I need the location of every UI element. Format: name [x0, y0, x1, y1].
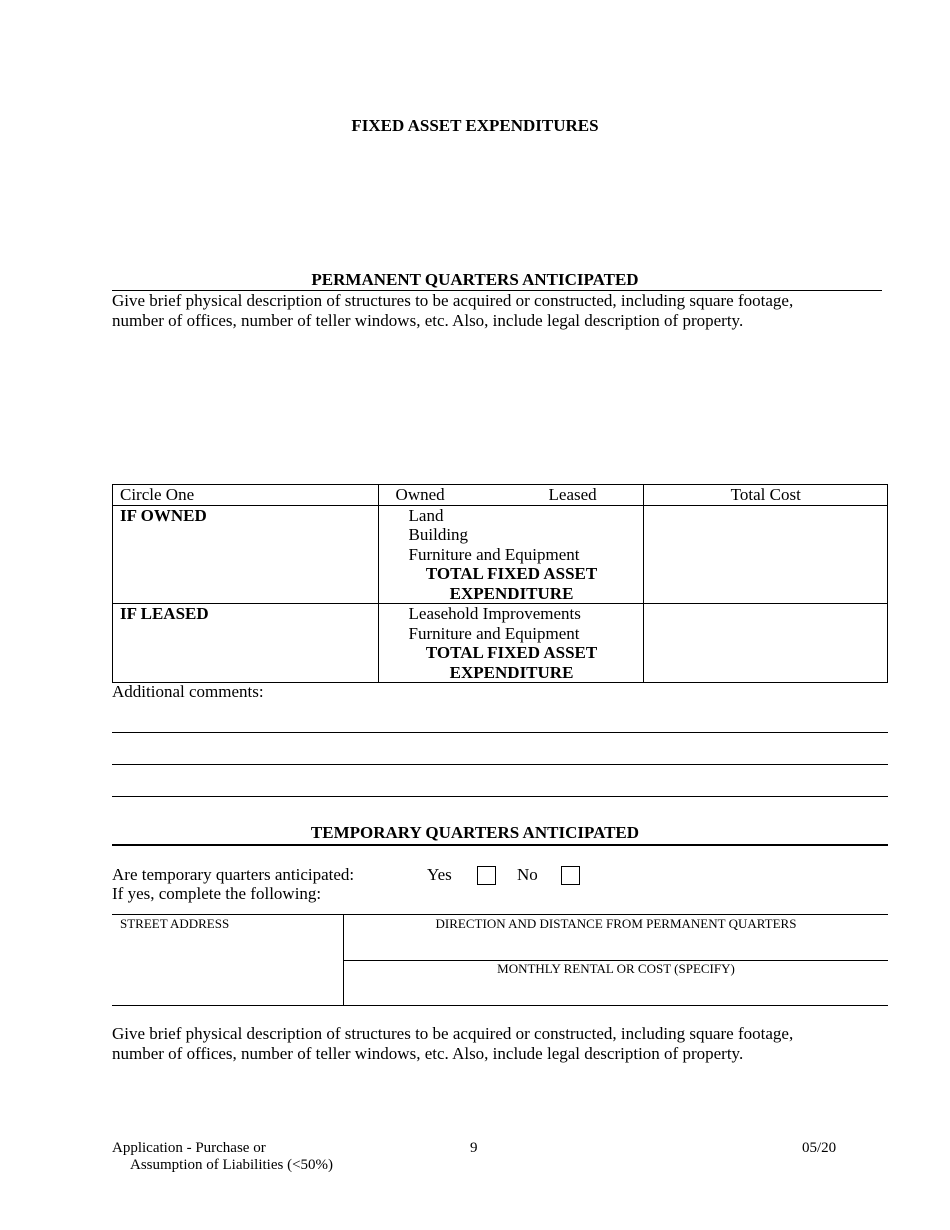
owned-total-line1: TOTAL FIXED ASSET: [425, 564, 598, 583]
permanent-instructions: Give brief physical description of structures to be acquired or constructed, including square footage, number of offices, number of teller windows, etc. Also, include legal description of property.: [112, 291, 794, 330]
yes-label: Yes: [427, 865, 452, 884]
leased-item-furniture: Furniture and Equipment: [408, 623, 580, 643]
monthly-rental-label: MONTHLY RENTAL OR COST (SPECIFY): [497, 961, 735, 976]
permanent-quarters-heading: PERMANENT QUARTERS ANTICIPATED: [311, 270, 639, 289]
fixed-asset-table: [112, 484, 888, 683]
form-date: 05/20: [802, 1140, 837, 1156]
leased-item-leasehold: Leasehold Improvements: [408, 604, 581, 623]
leased-items: [378, 604, 644, 683]
leased-option[interactable]: Leased: [548, 485, 597, 504]
owned-cost-cell[interactable]: [644, 505, 888, 604]
leased-cost-cell[interactable]: [644, 604, 888, 683]
leased-total-line1: TOTAL FIXED ASSET: [425, 643, 598, 662]
owned-items: [378, 505, 644, 604]
temporary-quarters-heading: TEMPORARY QUARTERS ANTICIPATED: [310, 823, 640, 842]
no-label: No: [517, 865, 538, 884]
if-yes-instruction: If yes, complete the following:: [112, 884, 322, 903]
temporary-question: Are temporary quarters anticipated:: [112, 865, 355, 884]
owned-item-land: Land: [408, 505, 444, 525]
additional-comments-label: Additional comments:: [112, 682, 264, 701]
temporary-instructions: Give brief physical description of structures to be acquired or constructed, including square footage, number of offices, number of teller windows, etc. Also, include legal description of property.: [112, 1024, 794, 1063]
direction-distance-label: DIRECTION AND DISTANCE FROM PERMANENT QUARTERS: [435, 916, 797, 931]
comment-line-2[interactable]: [112, 764, 888, 765]
yes-checkbox[interactable]: [477, 866, 496, 885]
comment-line-3[interactable]: [112, 796, 888, 797]
owned-item-building: Building: [408, 525, 469, 544]
street-address-label: STREET ADDRESS: [120, 916, 230, 931]
owned-item-furniture: Furniture and Equipment: [408, 544, 580, 564]
if-leased-label: IF LEASED: [113, 604, 379, 683]
page-number: 9: [470, 1140, 478, 1156]
owned-total-line2: EXPENDITURE: [449, 583, 574, 603]
temporary-heading-rule: [112, 844, 888, 846]
owned-leased-choice[interactable]: [378, 485, 644, 506]
leased-total-line2: EXPENDITURE: [449, 662, 574, 682]
if-owned-label: IF OWNED: [113, 505, 379, 604]
footer-form-title: Application - Purchase or Assumption of Liabilities (<50%): [112, 1140, 334, 1173]
total-cost-header: Total Cost: [644, 485, 888, 506]
no-checkbox[interactable]: [561, 866, 580, 885]
temporary-quarters-grid: [112, 914, 888, 1006]
circle-one-label: Circle One: [113, 485, 379, 506]
permanent-description-area[interactable]: [112, 340, 882, 475]
comment-line-1[interactable]: [112, 732, 888, 733]
page-title: FIXED ASSET EXPENDITURES: [351, 116, 599, 135]
owned-option[interactable]: Owned: [395, 485, 445, 504]
